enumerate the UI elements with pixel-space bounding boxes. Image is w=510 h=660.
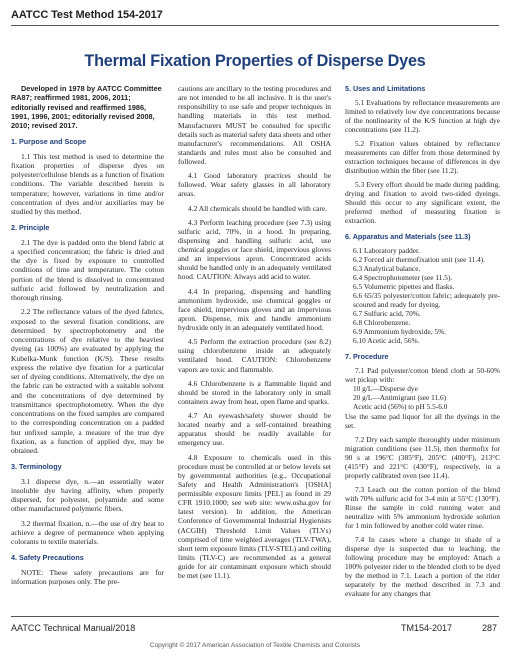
- paragraph-7-2: 7.2 Dry each sample thoroughly under minimum migration conditions (see 11.5), then thermofix for 90 s at 196°C (385°F), 205°C (400°F), 213°C (415°F) and 221°C (430°F), respectively, in a properly calibrated oven (see 11.4).: [345, 434, 500, 480]
- recipe-line: Acetic acid (56%) to pH 5.5-6.0: [353, 402, 448, 412]
- section-heading-purpose: 1. Purpose and Scope: [11, 137, 87, 147]
- paragraph-7-1: 7.1 Pad polyester/cotton blend cloth at 50-60% wet pickup with:: [345, 366, 500, 385]
- paragraph-7-1b: Use the same pad liquor for all the dyeings in the set.: [345, 411, 500, 430]
- recipe-line: 10 g/L—Disperse dye: [353, 384, 418, 394]
- list-item: 6.7 Sulfuric acid, 70%.: [353, 309, 421, 319]
- list-item: 6.4 Spectrophotometer (see 11.5).: [353, 273, 453, 283]
- list-item: 6.9 Ammonium hydroxide, 5%.: [353, 327, 447, 337]
- paragraph-5-1: 5.1 Evaluations by reflectance measurements are limited to relatively low dye concentrations because of the nonlinearity of the K/S function at high dye concentrations (see 11.2).: [345, 98, 500, 135]
- development-history: Developed in 1978 by AATCC Committee RA87; reaffirmed 1981, 2006, 2011; editorially revised and reaffirmed 1986, 1991, 1996, 2001; editorially revised 2008, 2010; revised 2017.: [11, 84, 162, 131]
- footer-method-id: TM154-2017: [401, 623, 453, 633]
- footer-rule: [11, 616, 499, 617]
- paragraph-4-8: 4.8 Exposure to chemicals used in this procedure must be controlled at or below levels set by governmental authorities (e.g., Occupational Safety and Health Administration's [OSHA] permissible exposure limits [PEL] as found in 29 CFR 1910.1000; see web site: www.osha.gov for latest version). In addition, the American Conference of Governmental Industrial Hygienists (ACGIH) Threshold Limit Values (TLVs) comprised of time weighted averages (TLV-TWA), short term exposure limits (TLV-STEL) and ceiling limits (TLV-C) are recommended as a general guide for air contaminant exposure which should be met (see 11.1).: [178, 452, 331, 581]
- paragraph-3-1: 3.1 disperse dye, n.—an essentially water insoluble dye having affinity, when properly dispersed, for polyester, polyamide and some other manufactured polymeric fibers.: [11, 476, 164, 514]
- section-heading-safety: 4. Safety Precautions: [11, 553, 84, 563]
- paragraph-4-3: 4.3 Perform leaching procedure (see 7.3) using sulfuric acid, 70%, in a hood. In preparing, dispensing and handling sulfuric acid, use chemical goggles or face shield, impervious gloves and an impervious apron. Concentrated acids should be handled only in an adequately ventilated hood. CAUTION: Always add acid to water.: [178, 217, 331, 282]
- column-3: [345, 84, 500, 603]
- safety-note: NOTE: These safety precautions are for information purposes only. The pre-: [11, 567, 164, 586]
- list-item: 6.8 Chlorobenzene.: [353, 318, 411, 328]
- paragraph-4-4: 4.4 In preparing, dispensing and handling ammonium hydroxide, use chemical goggles or face shield, impervious gloves and an impervious apron. Dispense, mix and handle ammonium hydroxide only in an adequately ventilated hood.: [178, 286, 331, 332]
- header-rule: [11, 25, 499, 26]
- column-1: [11, 84, 164, 591]
- list-item: 6.3 Analytical balance.: [353, 264, 421, 274]
- paragraph-3-2: 3.2 thermal fixation, n.—the use of dry heat to achieve a degree of permanence when applying colorants to textile materials.: [11, 518, 164, 547]
- list-item: 6.2 Forced air thermofixation unit (see 11.4).: [353, 255, 486, 265]
- paragraph-4-6: 4.6 Chlorobenzene is a flammable liquid and should be stored in the laboratory only in small containers away from heat, open flame and sparks.: [178, 378, 331, 406]
- list-item: 6.1 Laboratory padder.: [353, 246, 420, 256]
- copyright-notice: Copyright © 2017 American Association of Textile Chemists and Colorists: [149, 642, 361, 649]
- paragraph-7-4: 7.4 In cases where a change in shade of a disperse dye is suspected due to leaching, the following procedure may be employed: Attach a 100% polyester rider to the blended cloth to be dyed by the method in 7.1. Leach a portion of the rider separately by the method described in 7.3 and evaluate for any changes that: [345, 534, 500, 598]
- test-method-header: AATCC Test Method 154-2017: [11, 9, 163, 21]
- paragraph-4-5: 4.5 Perform the extraction procedure (see 8.2) using chlorobenzene inside an adequately ventilated hood. CAUTION: Chlorobenzene vapors are toxic and flammable.: [178, 337, 331, 374]
- paragraph-4-2: 4.2 All chemicals should be handled with care.: [188, 203, 328, 213]
- paragraph-2-1: 2.1 The dye is padded onto the blend fabric at a specified concentration; the fabric is dried and the dye is fixed by exposure to controlled conditions of time and temperature. The cotton portion of the blend is dissolved in concentrated sulfuric acid followed by neutralization and thorough rinsing.: [11, 237, 164, 303]
- section-heading-apparatus: 6. Apparatus and Materials (see 11.3): [345, 232, 471, 242]
- paragraph-2-2: 2.2 The reflectance values of the dyed fabrics, exposed to the several fixation conditions, are determined by spectrophotometry and the concentrations of dye relative to the heaviest dyeing (as 100%) are evaluated by applying the Kubelka-Munk function (K/S). These results express the relative dye fixation for a particular set of dyeing conditions. Alternatively, the dye on the fabric can be extracted with a suitable solvent and the concentrations of dye determined by transmittance spectrophotometry. When the dye concentrations on the fixed samples are compared to the corresponding concentration on a padded but unfixed sample, a measure of the true dye fixation, as a function of applied dye, may be obtained.: [11, 307, 164, 456]
- page-title: Thermal Fixation Properties of Disperse Dyes: [84, 52, 426, 70]
- footer-publication: AATCC Technical Manual/2018: [11, 623, 136, 633]
- section-heading-uses: 5. Uses and Limitations: [345, 84, 426, 93]
- page-number: 287: [482, 623, 498, 633]
- section-heading-procedure: 7. Procedure: [345, 352, 389, 362]
- paragraph-7-3: 7.3 Leach out the cotton portion of the blend with 70% sulfuric acid for 3-4 min at 55°C (130°F). Rinse the sample in cold running water and neutralize with 5% ammonium hydroxide solution for 1 min followed by another cold water rinse.: [345, 484, 500, 530]
- paragraph-5-2: 5.2 Fixation values obtained by reflectance measurements can differ from those determined by extraction techniques because of differences in dye distribution within the fiber (see 11.2).: [345, 139, 500, 176]
- column-2: [178, 84, 331, 585]
- list-item: 6.10 Acetic acid, 56%.: [353, 336, 420, 346]
- section-heading-principle: 2. Principle: [11, 223, 50, 233]
- safety-note-continued: cautions are ancillary to the testing procedures and are not intended to be all inclusive. It is the user's responsibility to use safe and proper techniques in handling materials in this test method. Manufacturers MUST be consulted for specific details such as material safety data sheets and other manufacturer's recommendations. All OSHA standards and rules must also be consulted and followed.: [178, 84, 331, 166]
- paragraph-1-1: 1.1 This test method is used to determine the fixation properties of disperse dyes on polyester/cellulose blends as a function of fixation conditions. The variable described herein is temperature; however, variations in time and/or concentration of dyes and/or auxiliaries may be studied by this method.: [11, 151, 164, 217]
- list-item: 6.5 Volumetric pipettes and flasks.: [353, 282, 455, 292]
- apparatus-list: [345, 246, 500, 345]
- paragraph-4-1: 4.1 Good laboratory practices should be followed. Wear safety glasses in all laboratory areas.: [178, 171, 331, 199]
- paragraph-5-3: 5.3 Every effort should be made during padding, drying and fixation to avoid two-sided dyeings. Should this occur to any significant extent, the preferred method of measuring fixation is extraction.: [345, 180, 500, 226]
- paragraph-4-7: 4.7 An eyewash/safety shower should be located nearby and a self-contained breathing apparatus should be readily available for emergency use.: [178, 411, 331, 448]
- list-item: 6.6 65/35 polyester/cotton fabric; adequately pre-scoured and ready for dyeing.: [353, 291, 500, 310]
- section-heading-terminology: 3. Terminology: [11, 462, 62, 472]
- recipe-line: 20 g/L—Antimigrant (see 11.6): [353, 393, 447, 403]
